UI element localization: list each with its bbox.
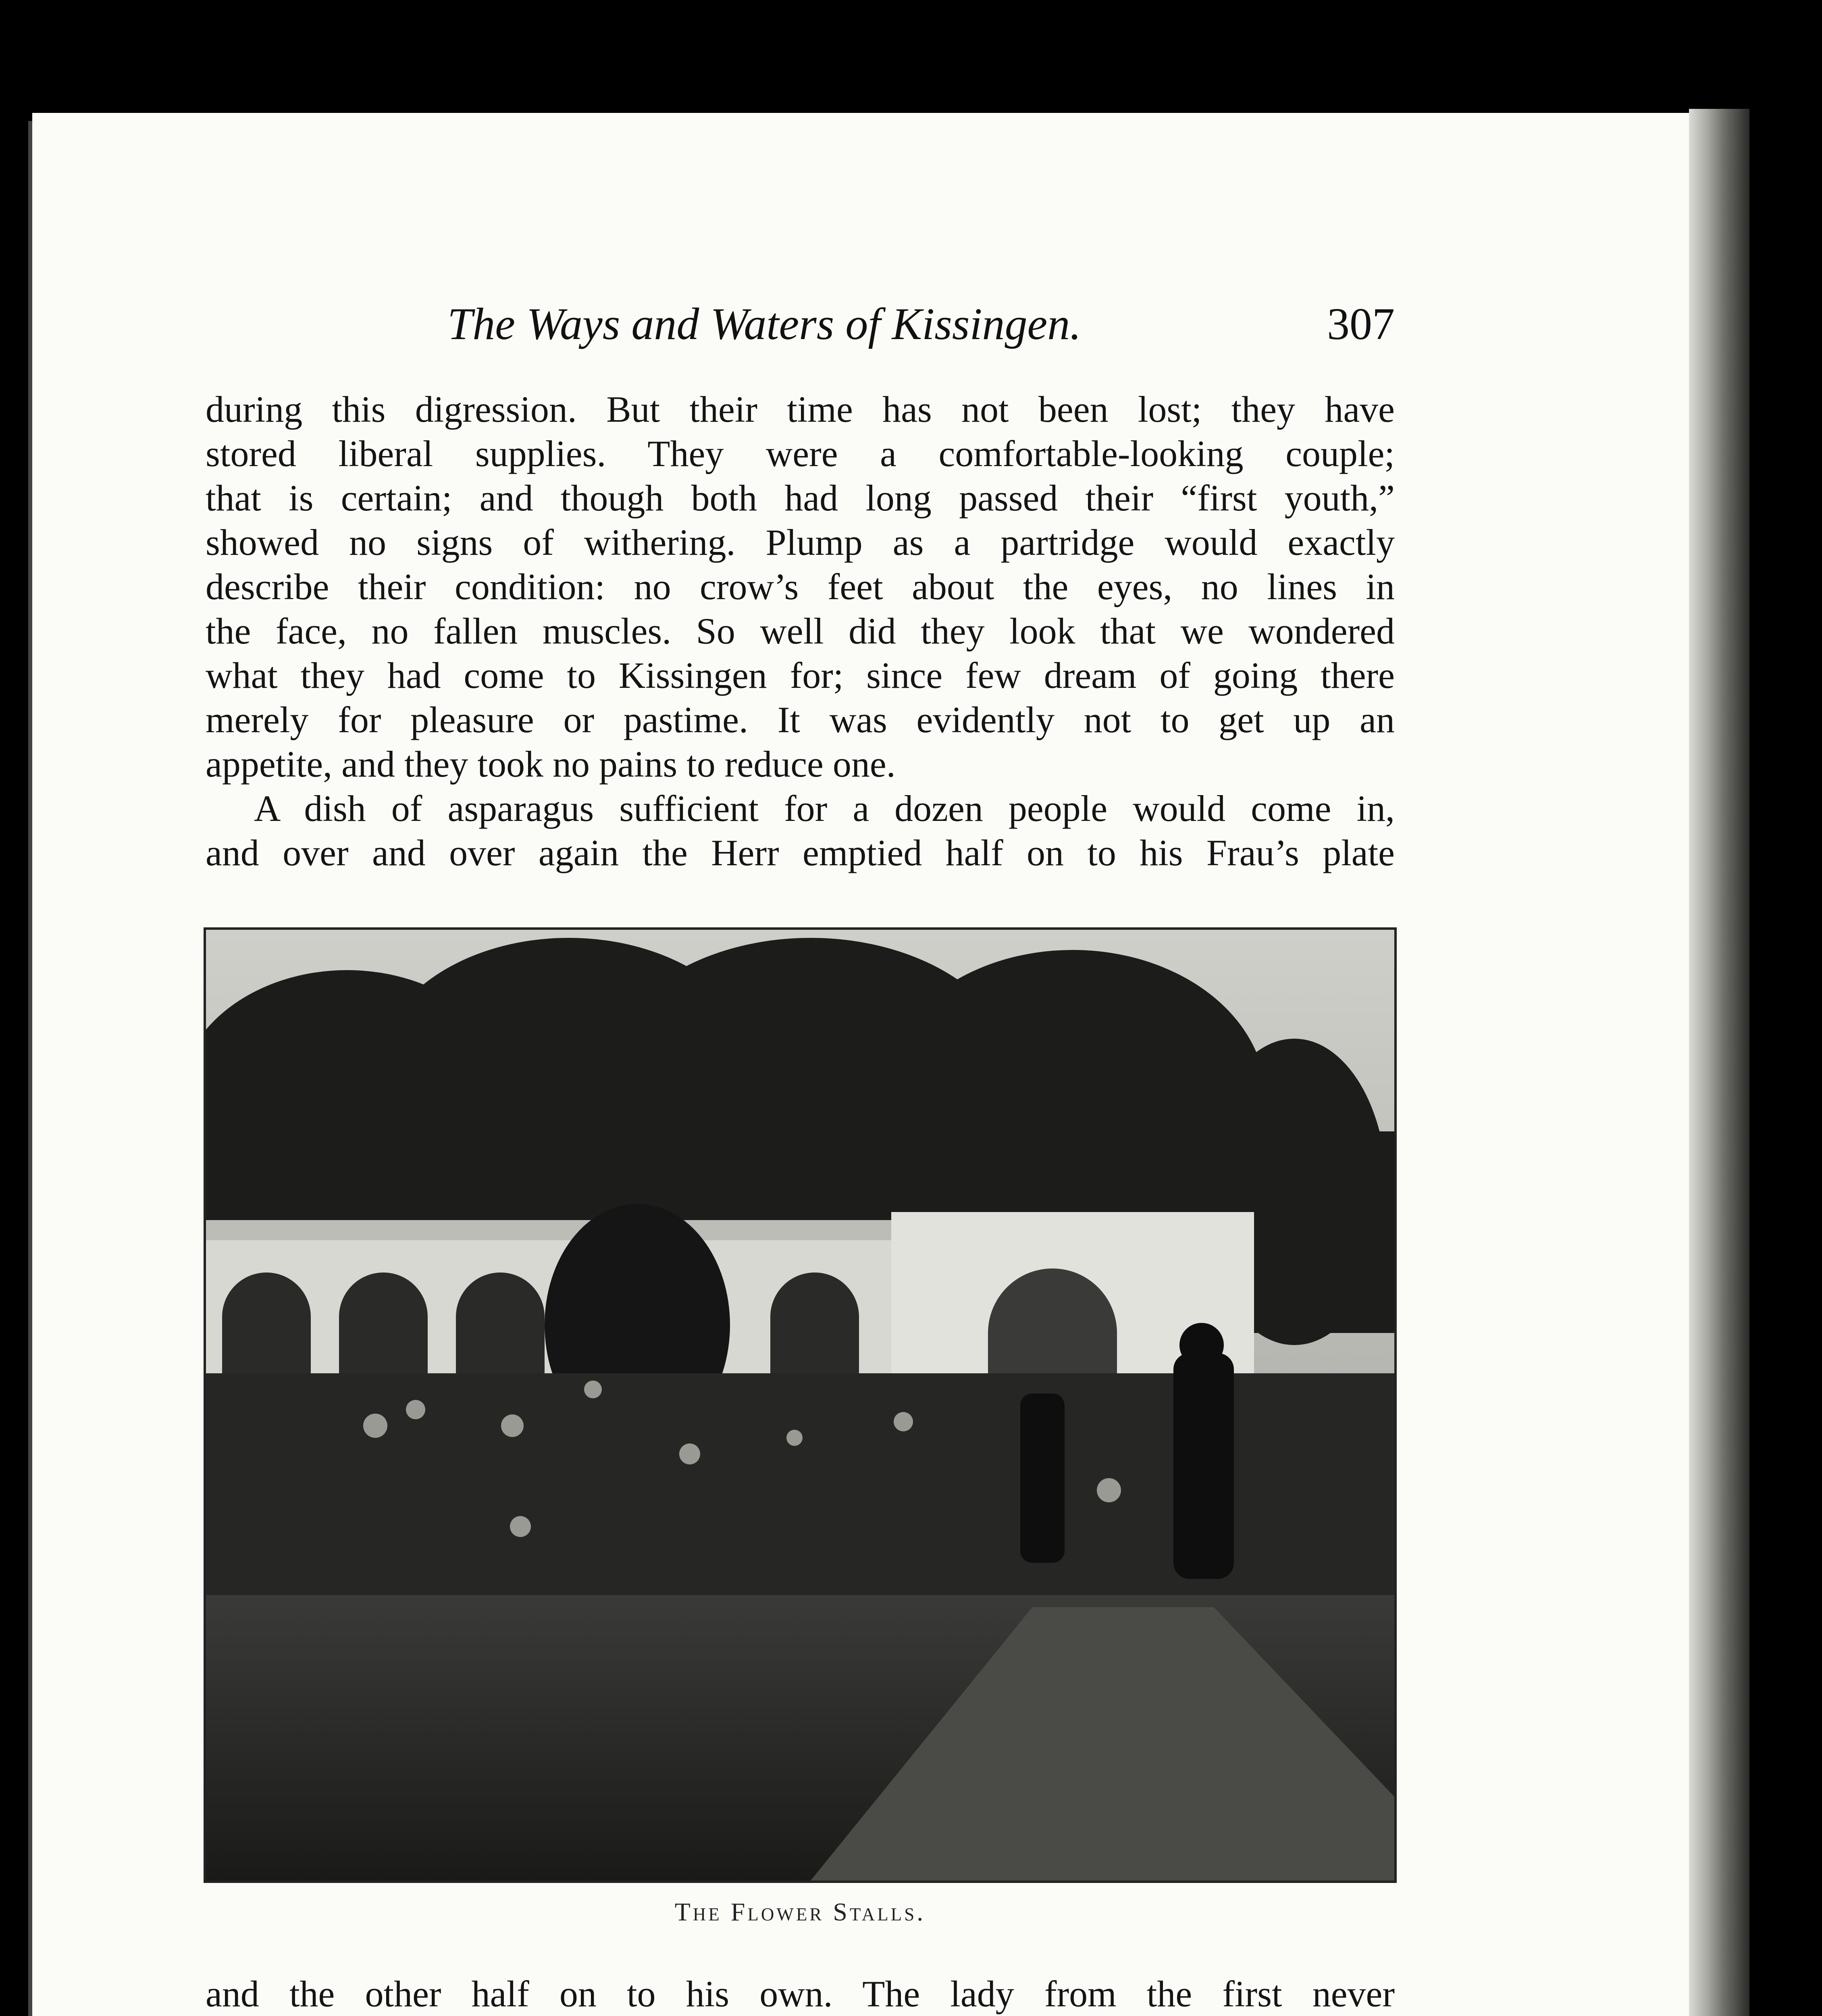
flower-stalls-photo bbox=[206, 930, 1394, 1881]
text-line: that is certain; and though both had long passed their “first youth,” bbox=[206, 477, 1395, 519]
text-line: A dish of asparagus sufficient for a dozen people would come in, bbox=[254, 788, 1395, 829]
plate-caption: The Flower Stalls. bbox=[674, 1897, 926, 1926]
body-text-top bbox=[206, 387, 1395, 875]
halftone-photograph bbox=[204, 927, 1397, 1883]
text-line: and over and over again the Herr emptied half on to his Frau’s plate bbox=[206, 832, 1395, 873]
text-line: appetite, and they took no pains to reduce one. bbox=[206, 744, 896, 785]
text-line: describe their condition: no crow’s feet about the eyes, no lines in bbox=[206, 566, 1395, 607]
page-number: 307 bbox=[1327, 299, 1395, 349]
body-text-bottom bbox=[206, 1972, 1395, 2016]
text-line: stored liberal supplies. They were a comfortable-looking couple; bbox=[206, 433, 1395, 474]
text-line: showed no signs of withering. Plump as a partridge would exactly bbox=[206, 522, 1395, 563]
page-edge-stack bbox=[1689, 109, 1749, 2016]
text-line: and the other half on to his own. The lady from the first never bbox=[206, 1973, 1395, 2014]
running-title: The Ways and Waters of Kissingen. bbox=[447, 299, 1082, 349]
text-line: during this digression. But their time has not been lost; they have bbox=[206, 389, 1395, 430]
text-line: merely for pleasure or pastime. It was evidently not to get up an bbox=[206, 699, 1395, 740]
text-line: what they had come to Kissingen for; since few dream of going there bbox=[206, 655, 1395, 696]
text-line: the face, no fallen muscles. So well did they look that we wondered bbox=[206, 610, 1395, 652]
running-head bbox=[206, 298, 1395, 355]
